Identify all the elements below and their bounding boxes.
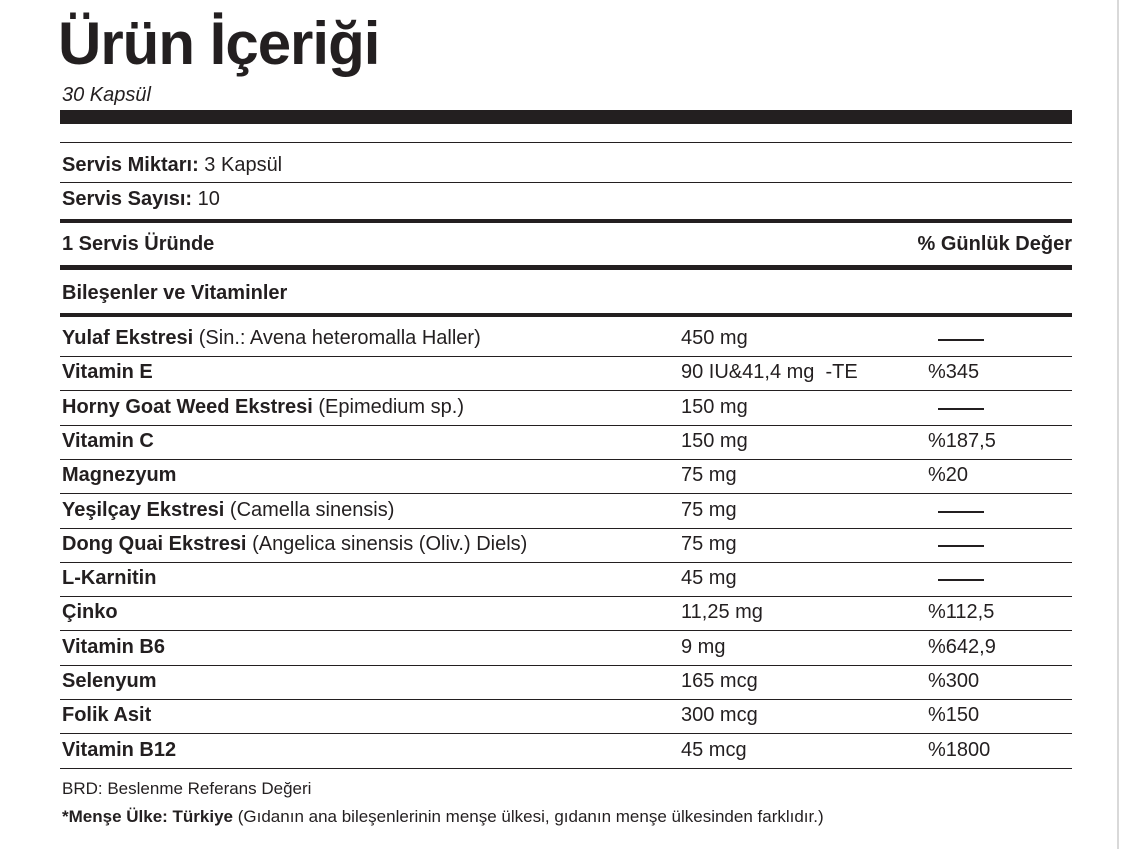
row-divider — [60, 459, 1072, 460]
ingredient-label: Dong Quai Ekstresi — [62, 532, 247, 555]
row-divider — [60, 425, 1072, 426]
row-divider — [60, 733, 1072, 734]
ingredient-label: Vitamin C — [62, 429, 154, 452]
ingredient-name — [62, 598, 118, 626]
ingredient-label: Vitamin B12 — [62, 738, 177, 761]
ingredient-daily-value: %642,9 — [928, 635, 996, 658]
serving-count-value: 10 — [197, 188, 220, 210]
daily-value-header: % Günlük Değer — [917, 233, 1072, 255]
no-daily-value-dash — [938, 579, 984, 581]
ingredient-daily-value: %187,5 — [928, 429, 996, 452]
ingredient-label: Vitamin E — [62, 361, 153, 384]
row-divider — [60, 493, 1072, 494]
divider-thick — [60, 265, 1072, 270]
origin-note — [62, 803, 824, 831]
ingredient-daily-value: %1800 — [928, 738, 991, 761]
ingredient-latin-name: (Angelica sinensis (Oliv.) Diels) — [252, 532, 528, 555]
ingredient-latin-name: (Epimedium sp.) — [318, 395, 464, 418]
ingredient-daily-value: %345 — [928, 361, 980, 384]
no-daily-value-dash — [938, 408, 984, 410]
ingredient-amount: 45 mcg — [681, 738, 747, 761]
page-title: Ürün İçeriği — [58, 10, 380, 77]
ingredient-daily-value: %150 — [928, 704, 980, 727]
divider-thick — [60, 313, 1072, 317]
ingredient-name — [62, 393, 464, 421]
ingredient-amount: 150 mg — [681, 429, 748, 452]
ingredient-daily-value: %300 — [928, 670, 980, 692]
serving-count-label: Servis Sayısı: — [62, 188, 193, 210]
ingredient-amount: 75 mg — [681, 498, 737, 521]
ingredient-latin-name: (Sin.: Avena heteromalla Haller) — [198, 327, 481, 349]
title-bar — [60, 110, 1072, 124]
ingredient-name — [62, 701, 151, 729]
ingredient-latin-name: (Camella sinensis) — [229, 498, 395, 521]
ingredient-name — [62, 530, 527, 558]
per-serving-header: 1 Servis Üründe — [62, 233, 215, 255]
ingredient-name — [62, 461, 176, 489]
row-divider — [60, 699, 1072, 700]
ingredient-amount: 75 mg — [681, 532, 737, 555]
ingredient-daily-value: %112,5 — [928, 601, 995, 624]
ingredient-name — [62, 496, 394, 524]
divider — [60, 182, 1072, 183]
ingredient-label: Yulaf Ekstresi — [62, 327, 194, 349]
serving-size-label: Servis Miktarı: — [62, 154, 199, 176]
ingredient-amount: 150 mg — [681, 395, 748, 418]
ingredient-daily-value: %20 — [928, 464, 969, 487]
serving-size-value: 3 Kapsül — [204, 154, 283, 176]
ingredient-label: Magnezyum — [62, 464, 177, 487]
ingredient-amount: 9 mg — [681, 635, 726, 658]
row-divider — [60, 390, 1072, 391]
row-divider — [60, 528, 1072, 529]
row-divider — [60, 356, 1072, 357]
brd-note: BRD: Beslenme Referans Değeri — [62, 779, 312, 798]
divider-thick — [60, 219, 1072, 223]
ingredient-label: Yeşilçay Ekstresi — [62, 498, 225, 521]
row-divider — [60, 630, 1072, 631]
ingredient-name — [62, 358, 153, 386]
ingredient-label: L-Karnitin — [62, 567, 157, 590]
page-edge-divider — [1117, 0, 1119, 849]
ingredient-name — [62, 633, 165, 661]
divider — [60, 142, 1072, 143]
origin-label: *Menşe Ülke: Türkiye — [62, 807, 234, 826]
ingredient-amount: 11,25 mg — [681, 601, 763, 624]
row-divider — [60, 665, 1072, 666]
row-divider — [60, 596, 1072, 597]
ingredient-amount: 450 mg — [681, 327, 748, 349]
ingredient-amount: 300 mcg — [681, 704, 758, 727]
capsule-count: 30 Kapsül — [62, 84, 151, 106]
ingredient-label: Horny Goat Weed Ekstresi — [62, 395, 313, 418]
ingredient-amount: 90 IU&41,4 mg -TE — [681, 361, 858, 384]
no-daily-value-dash — [938, 511, 984, 513]
serving-count — [62, 185, 220, 213]
ingredient-name — [62, 564, 156, 592]
ingredient-amount: 75 mg — [681, 464, 737, 487]
ingredient-label: Selenyum — [62, 670, 157, 692]
no-daily-value-dash — [938, 545, 984, 547]
row-divider — [60, 562, 1072, 563]
ingredient-name — [62, 324, 481, 352]
row-divider — [60, 768, 1072, 769]
ingredient-name — [62, 667, 156, 695]
ingredient-name — [62, 736, 176, 764]
section-title: Bileşenler ve Vitaminler — [62, 282, 288, 304]
ingredient-label: Çinko — [62, 601, 118, 624]
ingredient-amount: 45 mg — [681, 567, 737, 590]
origin-description: (Gıdanın ana bileşenlerinin menşe ülkesi, gıdanın menşe ülkesinden farklıdır.) — [237, 807, 824, 826]
ingredient-label: Vitamin B6 — [62, 635, 165, 658]
ingredient-name — [62, 427, 154, 455]
no-daily-value-dash — [938, 339, 984, 341]
serving-size — [62, 151, 282, 179]
ingredient-amount: 165 mcg — [681, 670, 758, 692]
ingredient-label: Folik Asit — [62, 704, 152, 727]
